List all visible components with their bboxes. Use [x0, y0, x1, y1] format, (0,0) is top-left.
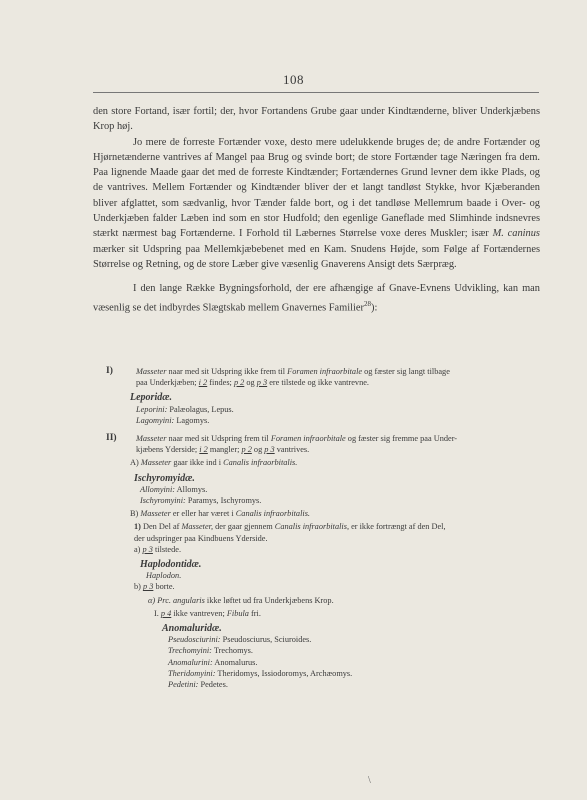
subgroup-b: B) Masseter er eller har været i Canalis infraorbitalis. 1) Den Del af Masseter, der gaar gjennem Canalis infraorbitalis, er ikke fortrængt af den Del, der udspringer paa Kindbuens Yderside. a) p 3 tilstede. Haplodontidæ. Haplodon. b) p 3 borte. α) Prc. angularis ikke løftet ud fra Underkjæbens Krop. I. p 4 ikke vantreven; Fibula fri. Anomaluridæ. Pseudosciurini: Pseudosciurus, Sciuroides. Trechomyini: Trechomys. Anomalurini: Anomalurus. Theridomyini: Theridomys, Issiodoromys, Archæomys. Pedetini: Pedetes.	[106, 508, 540, 690]
family-leporidae: Leporidæ. Leporini: Palæolagus, Lepus. Lagomyini: Lagomys.	[130, 392, 234, 425]
classification-section-i	[106, 366, 540, 426]
subgroup-b-1: 1) Den Del af Masseter, der gaar gjennem Canalis infraorbitalis, er ikke fortrængt af den Del, der udspringer paa Kindbuens Yderside. a) p 3 tilstede. Haplodontidæ. Haplodon. b) p 3 borte. α) Prc. angularis ikke løftet ud fra Underkjæbens Krop. I. p 4 ikke vantreven; Fibula fri. Anomaluridæ. Pseudosciurini: Pseudosciurus, Sciuroides. Trechomyini: Trechomys. Anomalurini: Anomalurus. Theridomyini: Theridomys, Issiodoromys, Archæomys. Pedetini: Pedetes.	[130, 521, 540, 690]
paragraph-1: den store Fortand, især fortil; der, hvor Fortandens Grube gaar under Kindtænderne, bliver Underkjæbens Krop høj.	[93, 106, 540, 133]
group-ii-heading: II) Masseter naar med sit Udspring frem til Foramen infraorbitale og fæster sig fremme paa Under- kjæbens Yderside; i 2 mangler; p 2 og p 3 vantrives.	[106, 433, 458, 455]
paragraph-2: Jo mere de forreste Fortænder voxe, desto mere udelukkende bruges de; de andre Fortænder og Hjørnetænderne vantrives af Mangel paa Brug og svinde bort; de store Fortænder tage Næringen fra dem. Paa lignende Maade gaar det med de forreste Kindtænder; Fortændernes Grund levner dem ikke Plads, og de vantrives. Mellem Fortænder og Kindtænder bliver der et langt tandløst Stykke, hvor Kjæberanden bliver afglattet, som sædvanlig, hvor Tænder falde bort, og i det tandløse Mellemrum baade i Over- og Underkjæben falder Læben ind som en stor Hudfold; den egenlige Ganeflade med Slimhinde indsnevres stærkt nærmest bag Fortænderne. I Forhold til Læbernes Størrelse voxe deres Muskler; især M. caninus mærker sit Udspring paa Mellemkjæbebenet med en Kam. Snudens Højde, som Følge af Fortændernes Størrelse og Retning, og de store Læber give væsenlig Gnaverens Ansigt dets Særpræg.	[93, 136, 540, 270]
header-rule	[93, 92, 539, 93]
page-number: 108	[283, 72, 304, 87]
paragraph-3: I den lange Række Bygningsforhold, der ere afhængige af Gnave-Evnens Udvikling, kan man væsenlig se det indbyrdes Slægtskab mellem Gnavernes Familier$^{28}$):	[93, 283, 540, 314]
group-ii-number: II)	[106, 433, 117, 443]
subgroup-alpha: α) Prc. angularis ikke løftet ud fra Underkjæbens Krop. I. p 4 ikke vantreven; Fibula fri. Anomaluridæ. Pseudosciurini: Pseudosciurus, Sciuroides. Trechomyini: Trechomys. Anomalurini: Anomalurus. Theridomyini: Theridomys, Issiodoromys, Archæomys. Pedetini: Pedetes.	[134, 595, 540, 691]
family-ischyromyidae: Ischyromyidæ. Allomyini: Allomys. Ischyromyini: Paramys, Ischyromys.	[134, 472, 262, 506]
group-i-number: I)	[106, 366, 113, 376]
subgroup-alpha-i: I. p 4 ikke vantreven; Fibula fri. Anomaluridæ. Pseudosciurini: Pseudosciurus, Sciuroides. Trechomyini: Trechomys. Anomalurini: Anomalurus. Theridomyini: Theridomys, Issiodoromys, Archæomys. Pedetini: Pedetes.	[148, 608, 540, 690]
species-name: M. caninus	[492, 228, 540, 240]
footnote-ref: 28	[363, 299, 371, 308]
family-haplodontidae: Haplodontidæ. Haplodon.	[140, 559, 202, 581]
family-anomaluridae: Anomaluridæ. Pseudosciurini: Pseudosciurus, Sciuroides. Trechomyini: Trechomys. Anomalurini: Anomalurus. Theridomyini: Theridomys, Issiodoromys, Archæomys. Pedetini: Pedetes.	[162, 623, 353, 690]
subgroup-a: A) Masseter gaar ikke ind i Canalis infraorbitalis. Ischyromyidæ. Allomyini: Allomys. Ischyromyini: Paramys, Ischyromys.	[106, 457, 540, 506]
footer-mark: \	[368, 775, 371, 786]
body-text	[93, 104, 540, 315]
classification-section-ii	[106, 433, 540, 690]
group-i-heading: I) Masseter naar med sit Udspring ikke frem til Foramen infraorbitale og fæster sig langt tilbage paa Underkjæben; i 2 findes; p 2 og p 3 ere tilstede og ikke vantrevne.	[106, 366, 450, 388]
